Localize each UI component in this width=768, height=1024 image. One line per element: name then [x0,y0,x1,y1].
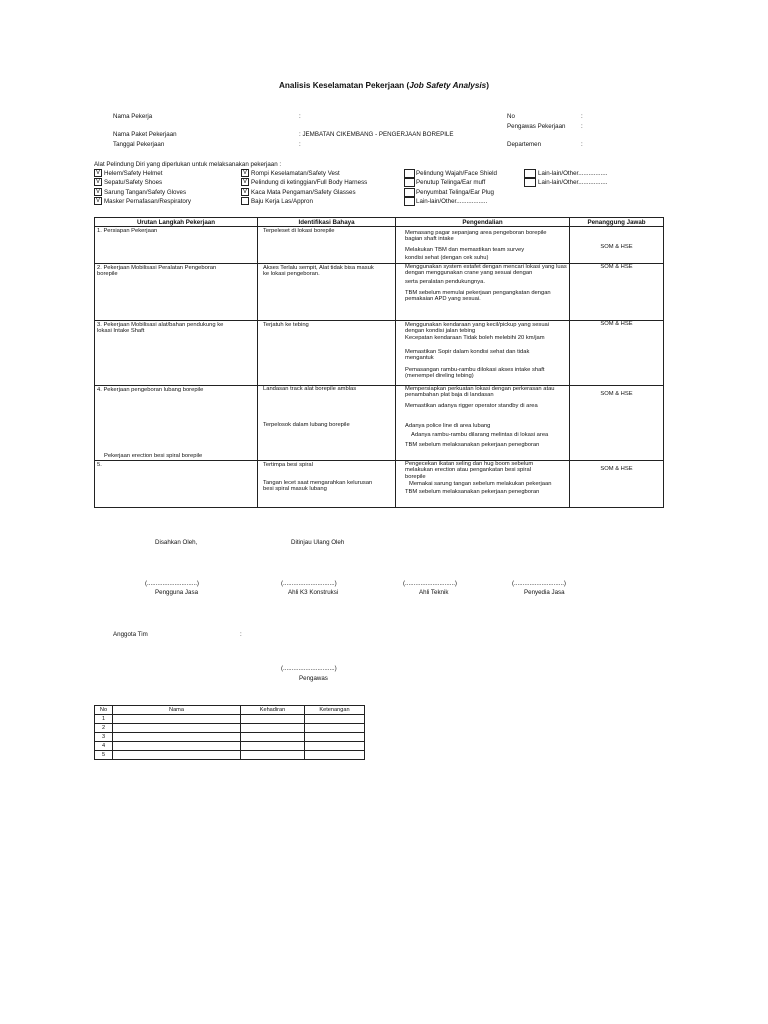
apd-item: Helem/Safety Helmet [104,170,163,177]
control-text: Menggunakan kendaraan yang kecil/pickup yang sesuai dengan kondisi jalan tebing [405,322,550,335]
control-text: Kecepatan kendaraan Tidak boleh melebihi 20 km/jam [405,335,545,341]
control-text: TBM sebelum melaksanakan pekerjaan penegboran [405,489,540,495]
row-number: 5 [95,751,113,760]
table-row [95,461,664,508]
hazard-text: Terjatuh ke tebing [263,322,309,328]
checkbox-face-shield[interactable] [404,169,415,178]
apd-intro: Alat Pelindung Diri yang diperlukan untuk melaksanakan pekerjaan : [94,161,282,168]
control-text: TBM sebelum memulai pekerjaan pengangkatan dengan pemakaian APD yang sesuai. [405,290,551,303]
colon: : [299,113,301,120]
signature-blank: (.............................) [512,580,566,587]
checkbox-glasses[interactable]: V [242,189,247,195]
sign-disahkan: Disahkan Oleh, [155,539,198,546]
table-row [95,724,365,733]
checkbox-vest[interactable]: V [242,170,247,176]
apd-item: Lain-lain/Other................. [538,179,608,186]
checkbox-other[interactable] [404,197,415,206]
apd-item: Lain-lain/Other................. [538,170,608,177]
col-header: No [95,706,113,715]
label-departemen: Departemen [507,141,542,148]
apd-item: Masker Pernafasan/Respiratory [104,198,192,205]
label-no: No [507,113,515,120]
control-text: Pengecekan ikatan seling dan hug boom sebelum melakukan erection atau pengankatan besi spiral borepile [405,461,534,480]
apd-item: Baju Kerja Las/Appron [251,198,313,205]
checkbox-other-2[interactable] [524,169,536,178]
checkbox-ear-plug[interactable] [404,188,415,197]
table-row [95,321,664,386]
hazard-text: Terpeleset di lokasi borepile [263,228,335,234]
step-text: 3. Pekerjaan Mobilisasi alat/bahan pendukung ke lokasi Intake Shaft [97,322,224,335]
step-text: 5. [97,462,102,468]
name-cell[interactable] [113,751,241,760]
value-nama-paket: : JEMBATAN CIKEMBANG - PENGERJAAN BOREPILE [299,131,454,138]
col-header: Identifikasi Bahaya [258,218,396,227]
note-cell[interactable] [305,724,365,733]
page-title: Analisis Keselamatan Pekerjaan (Job Safety Analysis) [279,81,489,90]
control-text: Pemasangan rambu-rambu dilokasi akses intake shaft (menempel direling tebing) [405,367,545,380]
checkbox-gloves[interactable]: V [95,189,100,195]
label-pengawas: Pengawas Pekerjaan [507,123,566,130]
control-text: serta peralatan pendukungnya. [405,279,485,285]
colon: : [581,141,583,148]
hazard-text: Terpelosok dalam lubang borepile [263,422,350,428]
attendance-cell[interactable] [241,742,305,751]
col-header: Pengendalian [396,218,570,227]
row-number: 2 [95,724,113,733]
table-row [95,751,365,760]
sign-pengawas: Pengawas [299,675,328,682]
row-number: 3 [95,733,113,742]
signature-blank: (..............................) [281,665,337,672]
hazard-text: Landasan track alat borepile amblas [263,386,357,392]
label-nama-paket: Nama Paket Pekerjaan [113,131,177,138]
pj-text: SOM & HSE [600,391,633,397]
label-tanggal: Tanggal Pekerjaan [113,141,165,148]
checkbox-helmet[interactable]: V [95,170,100,176]
sign-ditinjau: Ditinjau Ulang Oleh [291,539,345,546]
name-cell[interactable] [113,724,241,733]
apd-item: Pelindung Wajah/Face Shield [416,170,497,177]
control-text: Menggunakan system estafet dengan mencari lokasi yang luas dengan menggunakan crane yang sesuai dengan [405,264,567,277]
pj-text: SOM & HSE [600,264,633,270]
control-text: Memasang pagar sepanjang area pengeboran borepile [405,230,547,236]
note-cell[interactable] [305,715,365,724]
table-row [95,733,365,742]
name-cell[interactable] [113,715,241,724]
step-text: 2. Pekerjaan Mobilisasi Peralatan Pengeboran borepile [97,265,217,278]
checkbox-other-3[interactable] [524,178,536,187]
table-row [95,715,365,724]
control-text: Melakukan TBM dan memastikan team survey [405,247,525,253]
sign-ahli-teknik: Ahli Teknik [419,589,449,596]
table-row [95,742,365,751]
sign-ahli-k3: Ahli K3 Konstruksi [288,589,339,596]
step-text: 4. Pekerjaan pengeboran lubang borepile [97,387,204,393]
hazard-text: Tangan lecet saat mengarahkan kelurusan besi spiral masuk lubang [263,480,373,493]
attendance-cell[interactable] [241,724,305,733]
table-row [95,227,664,264]
attendance-cell[interactable] [241,715,305,724]
attendance-cell[interactable] [241,751,305,760]
table-row [95,264,664,321]
colon: : [240,631,242,638]
step-text: Pekerjaan erection besi spiral borepile [104,453,203,459]
sign-penyedia: Penyedia Jasa [524,589,565,596]
control-text: Memastikan Sopir dalam kondisi sehat dan tidak mengantuk [405,349,530,362]
note-cell[interactable] [305,733,365,742]
hazard-text: Akses Terlalu sempit, Alat tidak bisa masuk ke lokasi pengeboran. [263,265,374,278]
control-text: kondisi sehat (dengan cek suhu) [405,255,489,261]
col-header: Urutan Langkah Pekerjaan [95,218,258,227]
apd-item: Sarung Tangan/Safety Gloves [104,189,187,196]
note-cell[interactable] [305,742,365,751]
control-text: TBM sebelum melaksanakan pekerjaan penegboran [405,442,540,448]
checkbox-shoes[interactable]: V [95,179,100,185]
sign-pengguna: Pengguna Jasa [155,589,199,596]
note-cell[interactable] [305,751,365,760]
apd-item: Kaca Mata Pengaman/Safety Glasses [251,189,356,196]
label-anggota-tim: Anggota Tim [113,631,148,638]
checkbox-harness[interactable]: V [242,179,247,185]
colon: : [299,141,301,148]
control-text: Adanya police line di area lubang [405,423,491,429]
apd-item: Penutup Telinga/Ear muff [416,179,486,186]
row-number: 1 [95,715,113,724]
jsa-table [94,217,664,508]
checkbox-appron[interactable] [241,197,249,205]
control-text: bagian shaft intake [405,236,454,242]
checkbox-respiratory[interactable]: V [95,198,100,204]
attendance-cell[interactable] [241,733,305,742]
col-header: Nama [113,706,241,715]
row-number: 4 [95,742,113,751]
apd-item: Lain-lain/Other.................. [416,198,488,205]
apd-item: Penyumbat Telinga/Ear Plug [416,189,494,196]
colon: : [581,113,583,120]
apd-item: Pelindung di ketinggian/Full Body Harness [251,179,368,186]
table-row [95,386,664,461]
hazard-text: Tertimpa besi spiral [263,462,313,468]
pj-text: SOM & HSE [600,321,633,327]
name-cell[interactable] [113,733,241,742]
apd-item: Sepatu/Safety Shoes [104,179,163,186]
attendance-table [94,705,365,760]
control-text: Memakai sarung tangan sebelum melakukan pekerjaan [409,481,552,487]
control-text: Adanya rambu-rambu dilarang melintas di lokasi area [411,432,549,438]
signature-blank: (.............................) [145,580,199,587]
pj-text: SOM & HSE [600,244,633,250]
col-header: Ketenangan [305,706,365,715]
signature-blank: (..............................) [281,580,337,587]
control-text: Mempersiapkan perkuatan lokasi dengan perkerasan atau penambahan plat baja di landasan [405,386,555,399]
colon: : [581,123,583,130]
label-nama-pekerja: Nama Pekerja [113,113,153,120]
control-text: Memastikan adanya rigger operator standby di area [405,403,538,409]
pj-text: SOM & HSE [600,466,633,472]
checkbox-ear-muff[interactable] [404,178,415,187]
col-header: Kehadiran [241,706,305,715]
signature-blank: (.............................) [403,580,457,587]
apd-item: Rompi Keselamatan/Safety Vest [251,170,340,177]
name-cell[interactable] [113,742,241,751]
step-text: 1. Persiapan Pekerjaan [97,228,158,234]
col-header: Penanggung Jawab [570,218,664,227]
